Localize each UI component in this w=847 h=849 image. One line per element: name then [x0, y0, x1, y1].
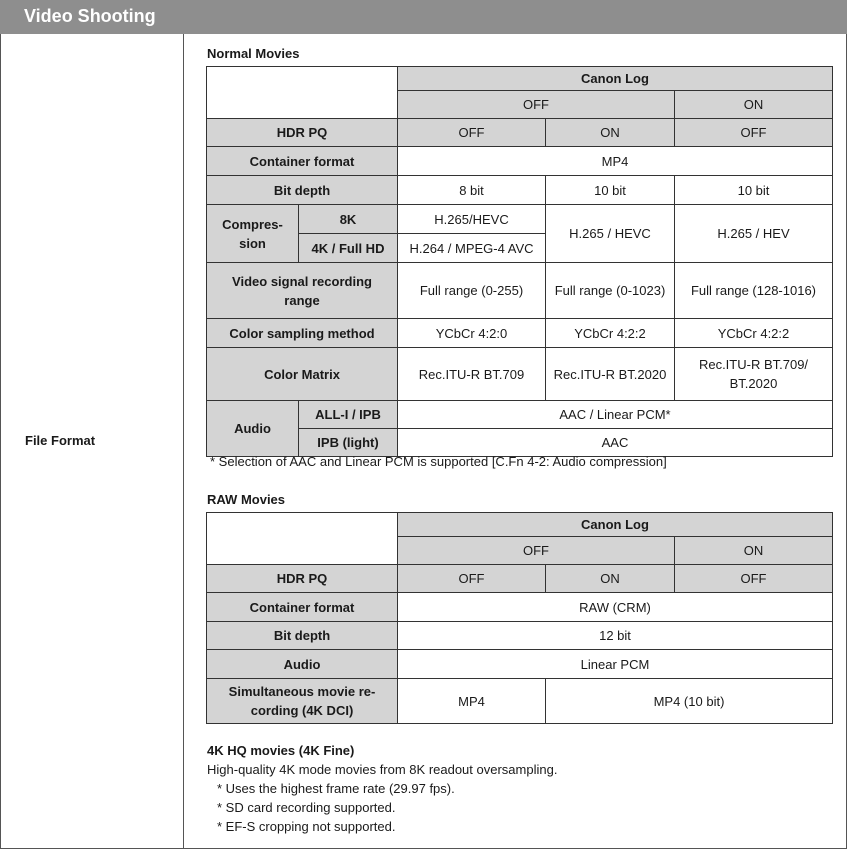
compression-log-on-value: H.265 / HEV	[675, 205, 833, 263]
hq-note: * Uses the highest frame rate (29.97 fps).	[217, 781, 455, 796]
color-sampling-value: YCbCr 4:2:2	[546, 319, 675, 348]
column-divider	[183, 34, 184, 849]
audio-footnote: * Selection of AAC and Linear PCM is supported [C.Fn 4-2: Audio compression]	[210, 454, 667, 469]
audio-ipb-label: IPB (light)	[299, 429, 398, 457]
audio-ipb-value: AAC	[398, 429, 833, 457]
hq-movies-title: 4K HQ movies (4K Fine)	[207, 743, 355, 758]
row-label-file-format: File Format	[25, 433, 96, 448]
signal-range-label: Video signal recording range	[207, 263, 398, 319]
compression-label: Compres- sion	[207, 205, 299, 263]
compression-hdr-on-value: H.265 / HEVC	[546, 205, 675, 263]
hdr-pq-value: OFF	[675, 565, 833, 593]
simultaneous-recording-label: Simultaneous movie re- cording (4K DCI)	[207, 679, 398, 724]
section-title: Video Shooting	[24, 6, 156, 26]
hdr-pq-value: ON	[546, 565, 675, 593]
hq-note: * SD card recording supported.	[217, 800, 396, 815]
compression-4k-label: 4K / Full HD	[299, 234, 398, 263]
bit-depth-label: Bit depth	[207, 622, 398, 650]
audio-label: Audio	[207, 401, 299, 457]
container-format-value: MP4	[398, 147, 833, 176]
signal-range-value: Full range (0-1023)	[546, 263, 675, 319]
signal-range-value: Full range (128-1016)	[675, 263, 833, 319]
hdr-pq-label: HDR PQ	[207, 119, 398, 147]
bit-depth-label: Bit depth	[207, 176, 398, 205]
signal-range-value: Full range (0-255)	[398, 263, 546, 319]
hq-note: * EF-S cropping not supported.	[217, 819, 396, 834]
canon-log-off: OFF	[398, 91, 675, 119]
canon-log-on: ON	[675, 537, 833, 565]
color-sampling-value: YCbCr 4:2:0	[398, 319, 546, 348]
raw-movies-title: RAW Movies	[207, 492, 286, 507]
hdr-pq-value: OFF	[675, 119, 833, 147]
canon-log-header: Canon Log	[398, 513, 833, 537]
simultaneous-recording-value: MP4 (10 bit)	[546, 679, 833, 724]
audio-alli-label: ALL-I / IPB	[299, 401, 398, 429]
color-matrix-value: Rec.ITU-R BT.2020	[546, 348, 675, 401]
container-format-label: Container format	[207, 593, 398, 622]
color-sampling-label: Color sampling method	[207, 319, 398, 348]
hdr-pq-value: ON	[546, 119, 675, 147]
canon-log-on: ON	[675, 91, 833, 119]
compression-8k-value: H.265/HEVC	[398, 205, 546, 234]
section-header	[0, 0, 847, 34]
bit-depth-value: 8 bit	[398, 176, 546, 205]
bit-depth-value: 10 bit	[546, 176, 675, 205]
normal-movies-title: Normal Movies	[207, 46, 300, 61]
corner-cell	[207, 67, 398, 119]
audio-value: Linear PCM	[398, 650, 833, 679]
canon-log-off: OFF	[398, 537, 675, 565]
compression-4k-value: H.264 / MPEG-4 AVC	[398, 234, 546, 263]
color-matrix-label: Color Matrix	[207, 348, 398, 401]
hdr-pq-value: OFF	[398, 119, 546, 147]
audio-alli-value: AAC / Linear PCM*	[398, 401, 833, 429]
corner-cell	[207, 513, 398, 565]
simultaneous-recording-value: MP4	[398, 679, 546, 724]
color-sampling-value: YCbCr 4:2:2	[675, 319, 833, 348]
color-matrix-value: Rec.ITU-R BT.709/ BT.2020	[675, 348, 833, 401]
container-format-label: Container format	[207, 147, 398, 176]
color-matrix-value: Rec.ITU-R BT.709	[398, 348, 546, 401]
hdr-pq-value: OFF	[398, 565, 546, 593]
audio-label: Audio	[207, 650, 398, 679]
hq-movies-description: High-quality 4K mode movies from 8K readout oversampling.	[207, 762, 558, 777]
container-format-value: RAW (CRM)	[398, 593, 833, 622]
normal-movies-table	[206, 66, 833, 457]
hdr-pq-label: HDR PQ	[207, 565, 398, 593]
raw-movies-table	[206, 512, 833, 724]
canon-log-header: Canon Log	[398, 67, 833, 91]
bit-depth-value: 12 bit	[398, 622, 833, 650]
bit-depth-value: 10 bit	[675, 176, 833, 205]
compression-8k-label: 8K	[299, 205, 398, 234]
